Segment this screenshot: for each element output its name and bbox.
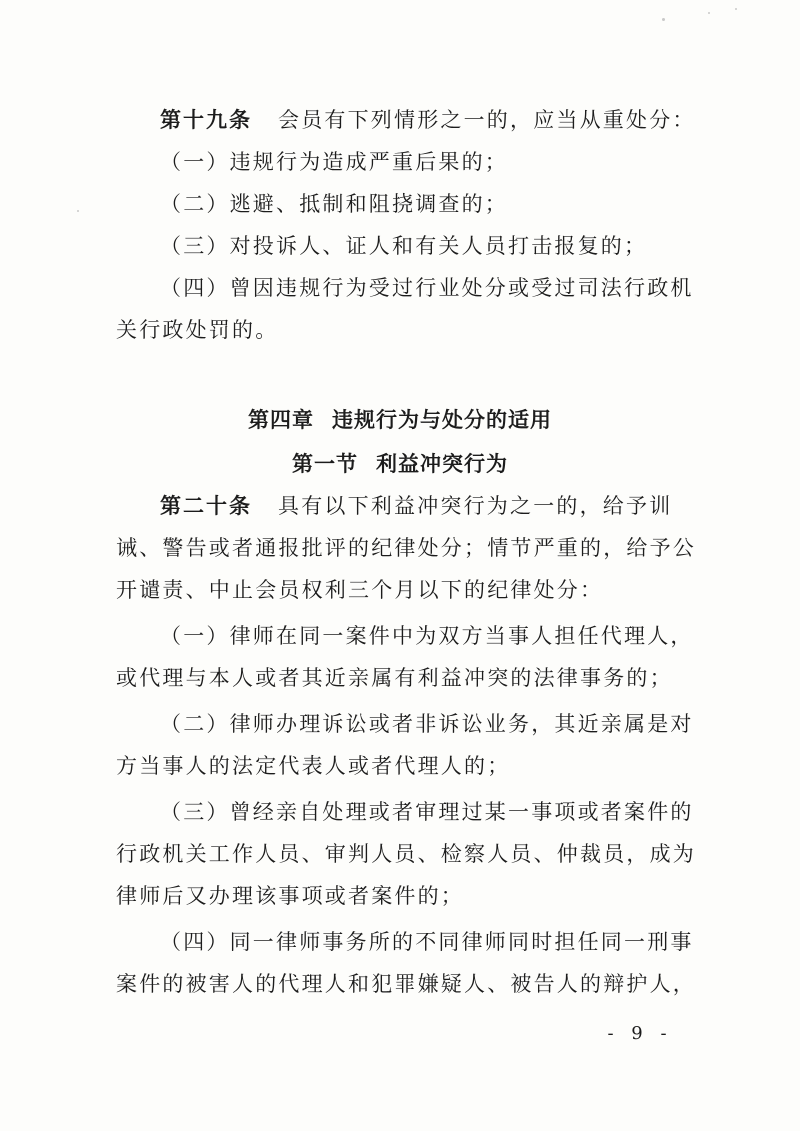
- scan-speck: [662, 18, 665, 21]
- scan-speck: [77, 210, 79, 212]
- article-19-item-3: （三）对投诉人、证人和有关人员打击报复的；: [160, 234, 648, 258]
- scan-speck: [735, 8, 737, 10]
- article-20-item-2-line-1: （二）律师办理诉讼或者非诉讼业务，其近亲属是对: [160, 712, 694, 736]
- article-19-item-2: （二）逃避、抵制和阻挠调查的；: [160, 192, 508, 216]
- article-19-text: 会员有下列情形之一的，应当从重处分：: [278, 108, 696, 132]
- article-20-item-4-line-1: （四）同一律师事务所的不同律师同时担任同一刑事: [160, 930, 694, 954]
- article-19-label: 第十九条: [160, 108, 252, 132]
- article-20-item-4-line-2: 案件的被害人的代理人和犯罪嫌疑人、被告人的辩护人，: [116, 972, 696, 996]
- section-label: 第一节: [292, 452, 358, 476]
- section-heading: [0, 450, 800, 478]
- article-20-intro-3: 开谴责、中止会员权利三个月以下的纪律处分：: [116, 578, 604, 602]
- article-19-heading-line: [160, 106, 696, 134]
- scan-speck: [708, 12, 710, 14]
- section-title: 利益冲突行为: [376, 452, 508, 476]
- article-20-item-2-line-2: 方当事人的法定代表人或者代理人的；: [116, 754, 511, 778]
- article-20-item-3-line-1: （三）曾经亲自处理或者审理过某一事项或者案件的: [160, 800, 694, 824]
- page-number: - 9 -: [607, 1023, 673, 1044]
- article-20-item-3-line-3: 律师后又办理该事项或者案件的；: [116, 884, 464, 908]
- article-20-heading-line: [160, 492, 686, 520]
- article-20-item-1-line-1: （一）律师在同一案件中为双方当事人担任代理人，: [160, 624, 694, 648]
- article-19-item-4: （四）曾因违规行为受过行业处分或受过司法行政机: [160, 276, 694, 300]
- article-20-label: 第二十条: [160, 494, 252, 518]
- article-20-item-1-line-2: 或代理与本人或者其近亲属有利益冲突的法律事务的；: [116, 666, 673, 690]
- chapter-title: 违规行为与处分的适用: [332, 408, 552, 432]
- article-20-intro-1: 具有以下利益冲突行为之一的，给予训: [278, 494, 673, 518]
- chapter-heading: [0, 406, 800, 434]
- chapter-label: 第四章: [248, 408, 314, 432]
- article-20-intro-2: 诫、警告或者通报批评的纪律处分；情节严重的，给予公: [116, 536, 696, 560]
- article-19-item-1: （一）违规行为造成严重后果的；: [160, 150, 508, 174]
- article-20-item-3-line-2: 行政机关工作人员、审判人员、检察人员、仲裁员，成为: [116, 842, 696, 866]
- article-19-item-4-continuation: 关行政处罚的。: [116, 318, 279, 342]
